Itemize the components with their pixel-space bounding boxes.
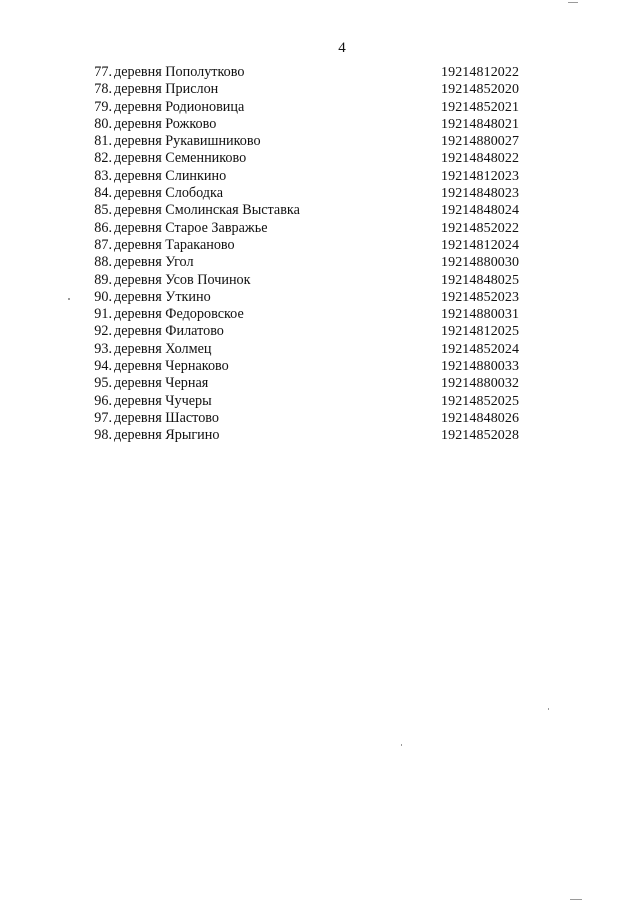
list-item [0, 168, 640, 185]
item-code: 19214848025 [441, 272, 520, 288]
item-code: 19214852024 [441, 341, 520, 357]
list-item [0, 289, 640, 306]
item-name: деревня Прислон [114, 81, 219, 98]
item-code: 19214852021 [441, 99, 520, 115]
list-item [0, 116, 640, 133]
list-item [0, 202, 640, 219]
list-item [0, 323, 640, 340]
item-code: 19214848024 [441, 203, 520, 219]
settlement-list [0, 64, 640, 445]
item-name: деревня Шастово [114, 409, 219, 426]
item-number: 96. [94, 392, 112, 409]
list-item [0, 185, 640, 202]
item-number: 77. [94, 64, 112, 80]
item-name: деревня Пополутково [114, 64, 245, 80]
page-number: 4 [338, 40, 346, 56]
item-number: 80. [94, 115, 112, 132]
list-item [0, 341, 640, 358]
item-number: 90. [94, 288, 112, 305]
item-code: 19214852022 [441, 220, 520, 236]
scan-speck [548, 708, 549, 710]
item-code: 19214880032 [441, 376, 520, 392]
item-name: деревня Рукавишниково [114, 133, 261, 150]
item-code: 19214852020 [441, 82, 520, 98]
item-number: 94. [94, 358, 112, 375]
item-code: 19214848021 [441, 116, 520, 132]
item-number: 91. [94, 306, 112, 323]
item-code: 19214880027 [441, 134, 520, 150]
item-code: 19214812023 [441, 168, 520, 184]
scan-speck [568, 2, 578, 3]
item-number: 83. [94, 167, 112, 184]
list-item [0, 150, 640, 167]
item-name: деревня Черная [114, 375, 209, 392]
scan-speck [68, 298, 70, 300]
item-code: 19214852025 [441, 393, 520, 409]
item-name: деревня Чучеры [114, 392, 212, 409]
item-name: деревня Уткино [114, 288, 211, 305]
item-code: 19214848022 [441, 151, 520, 167]
item-name: деревня Рожково [114, 115, 217, 132]
list-item [0, 254, 640, 271]
item-code: 19214812024 [441, 237, 520, 253]
list-item [0, 64, 640, 81]
item-code: 19214880030 [441, 255, 520, 271]
item-name: деревня Слободка [114, 185, 224, 202]
item-number: 88. [94, 254, 112, 271]
item-number: 87. [94, 236, 112, 253]
list-item [0, 81, 640, 98]
list-item [0, 133, 640, 150]
item-code: 19214880033 [441, 359, 520, 375]
item-number: 81. [94, 133, 112, 150]
item-name: деревня Угол [114, 254, 194, 271]
item-name: деревня Тараканово [114, 236, 235, 253]
list-item [0, 393, 640, 410]
scan-speck [570, 899, 582, 900]
list-item [0, 306, 640, 323]
scan-speck [401, 744, 402, 746]
item-number: 86. [94, 219, 112, 236]
list-item [0, 375, 640, 392]
item-code: 19214812022 [441, 65, 520, 80]
item-name: деревня Усов Починок [114, 271, 251, 288]
list-item [0, 427, 640, 444]
item-number: 89. [94, 271, 112, 288]
item-name: деревня Филатово [114, 323, 224, 340]
item-name: деревня Смолинская Выставка [114, 202, 300, 219]
item-code: 19214848023 [441, 186, 520, 202]
item-number: 98. [94, 427, 112, 444]
item-number: 79. [94, 98, 112, 115]
item-name: деревня Родионовица [114, 98, 245, 115]
item-number: 97. [94, 409, 112, 426]
item-number: 92. [94, 323, 112, 340]
list-item [0, 410, 640, 427]
item-number: 95. [94, 375, 112, 392]
item-code: 19214880031 [441, 307, 520, 323]
item-name: деревня Семенниково [114, 150, 247, 167]
item-code: 19214812025 [441, 324, 520, 340]
list-item [0, 99, 640, 116]
item-name: деревня Слинкино [114, 167, 227, 184]
list-item [0, 272, 640, 289]
item-code: 19214852023 [441, 289, 520, 305]
item-name: деревня Федоровское [114, 306, 244, 323]
item-number: 93. [94, 340, 112, 357]
item-number: 78. [94, 81, 112, 98]
item-number: 85. [94, 202, 112, 219]
item-number: 82. [94, 150, 112, 167]
list-item [0, 358, 640, 375]
item-code: 19214852028 [441, 428, 520, 444]
item-name: деревня Чернаково [114, 358, 229, 375]
list-item [0, 237, 640, 254]
list-item [0, 220, 640, 237]
item-name: деревня Холмец [114, 340, 212, 357]
item-number: 84. [94, 185, 112, 202]
item-name: деревня Ярыгино [114, 427, 220, 444]
item-name: деревня Старое Завражье [114, 219, 268, 236]
item-code: 19214848026 [441, 410, 520, 426]
